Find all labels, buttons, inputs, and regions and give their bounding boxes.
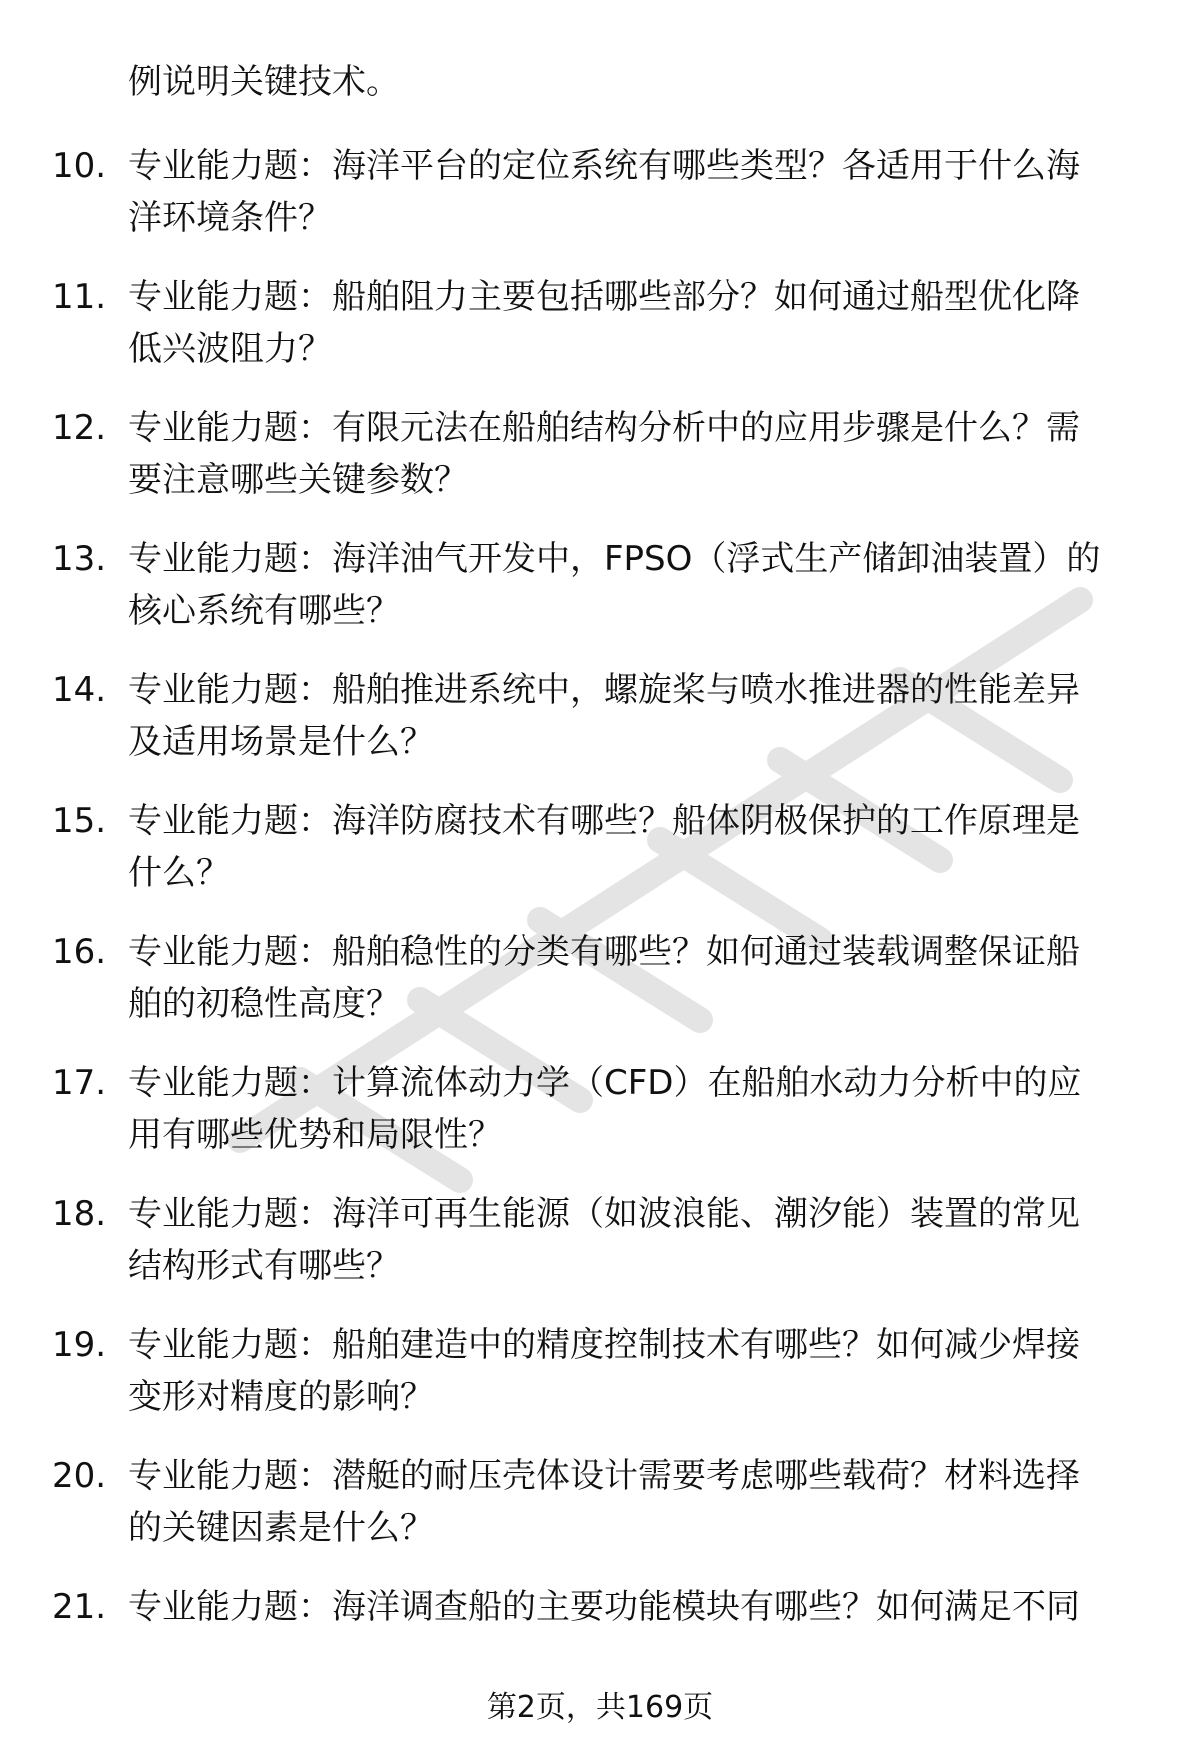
question-text-line-2: 洋环境条件？ (128, 198, 332, 238)
question-item (0, 795, 1200, 926)
question-text-line-2: 变形对精度的影响？ (128, 1377, 434, 1417)
question-text-line-2: 核心系统有哪些？ (128, 591, 400, 631)
question-text-line-2: 用有哪些优势和局限性？ (128, 1115, 502, 1155)
question-text-line-1: 专业能力题：船舶建造中的精度控制技术有哪些？如何减少焊接 (128, 1325, 1080, 1365)
question-item (0, 533, 1200, 664)
question-text-line-1: 专业能力题：有限元法在船舶结构分析中的应用步骤是什么？需 (128, 408, 1080, 448)
question-number: 10. (52, 146, 107, 186)
question-item (0, 926, 1200, 1057)
question-item (0, 402, 1200, 533)
question-text-line-1: 专业能力题：海洋平台的定位系统有哪些类型？各适用于什么海 (128, 146, 1080, 186)
question-text-line-1: 专业能力题：船舶稳性的分类有哪些？如何通过装载调整保证船 (128, 932, 1080, 972)
page-footer: 第2页，共169页 (486, 1690, 714, 1725)
question-number: 18. (52, 1194, 107, 1234)
question-text-line-2: 的关键因素是什么？ (128, 1508, 434, 1548)
question-text-line-2: 什么？ (128, 853, 230, 893)
question-text-line-2: 舶的初稳性高度？ (128, 984, 400, 1024)
question-text-line-2: 及适用场景是什么？ (128, 722, 434, 762)
question-item (0, 664, 1200, 795)
question-item (0, 1188, 1200, 1319)
question-text-line-1: 专业能力题：海洋防腐技术有哪些？船体阴极保护的工作原理是 (128, 801, 1080, 841)
question-item (0, 1450, 1200, 1581)
question-number: 21. (52, 1587, 107, 1627)
question-text-line-2: 低兴波阻力？ (128, 329, 332, 369)
question-number: 20. (52, 1456, 107, 1496)
question-number: 19. (52, 1325, 107, 1365)
question-item (0, 1319, 1200, 1450)
question-text-line-1: 专业能力题：海洋油气开发中，FPSO（浮式生产储卸油装置）的 (128, 539, 1101, 579)
question-text-line-1: 专业能力题：海洋可再生能源（如波浪能、潮汐能）装置的常见 (128, 1194, 1080, 1234)
question-item (0, 1057, 1200, 1188)
question-number: 16. (52, 932, 107, 972)
question-list (0, 140, 1200, 1712)
question-number: 12. (52, 408, 107, 448)
question-text-line-1: 专业能力题：船舶阻力主要包括哪些部分？如何通过船型优化降 (128, 277, 1080, 317)
lead-text: 例说明关键技术。 (128, 62, 400, 102)
question-number: 13. (52, 539, 107, 579)
question-text-line-2: 结构形式有哪些？ (128, 1246, 400, 1286)
question-number: 17. (52, 1063, 107, 1103)
question-number: 15. (52, 801, 107, 841)
question-item (0, 140, 1200, 271)
question-text-line-1: 专业能力题：计算流体动力学（CFD）在船舶水动力分析中的应 (128, 1063, 1082, 1103)
question-number: 14. (52, 670, 107, 710)
question-text-line-1: 专业能力题：潜艇的耐压壳体设计需要考虑哪些载荷？材料选择 (128, 1456, 1080, 1496)
question-text-line-2: 要注意哪些关键参数？ (128, 460, 468, 500)
question-text-line-1: 专业能力题：海洋调查船的主要功能模块有哪些？如何满足不同 (128, 1587, 1080, 1627)
question-number: 11. (52, 277, 107, 317)
question-item (0, 271, 1200, 402)
question-text-line-1: 专业能力题：船舶推进系统中，螺旋桨与喷水推进器的性能差异 (128, 670, 1080, 710)
